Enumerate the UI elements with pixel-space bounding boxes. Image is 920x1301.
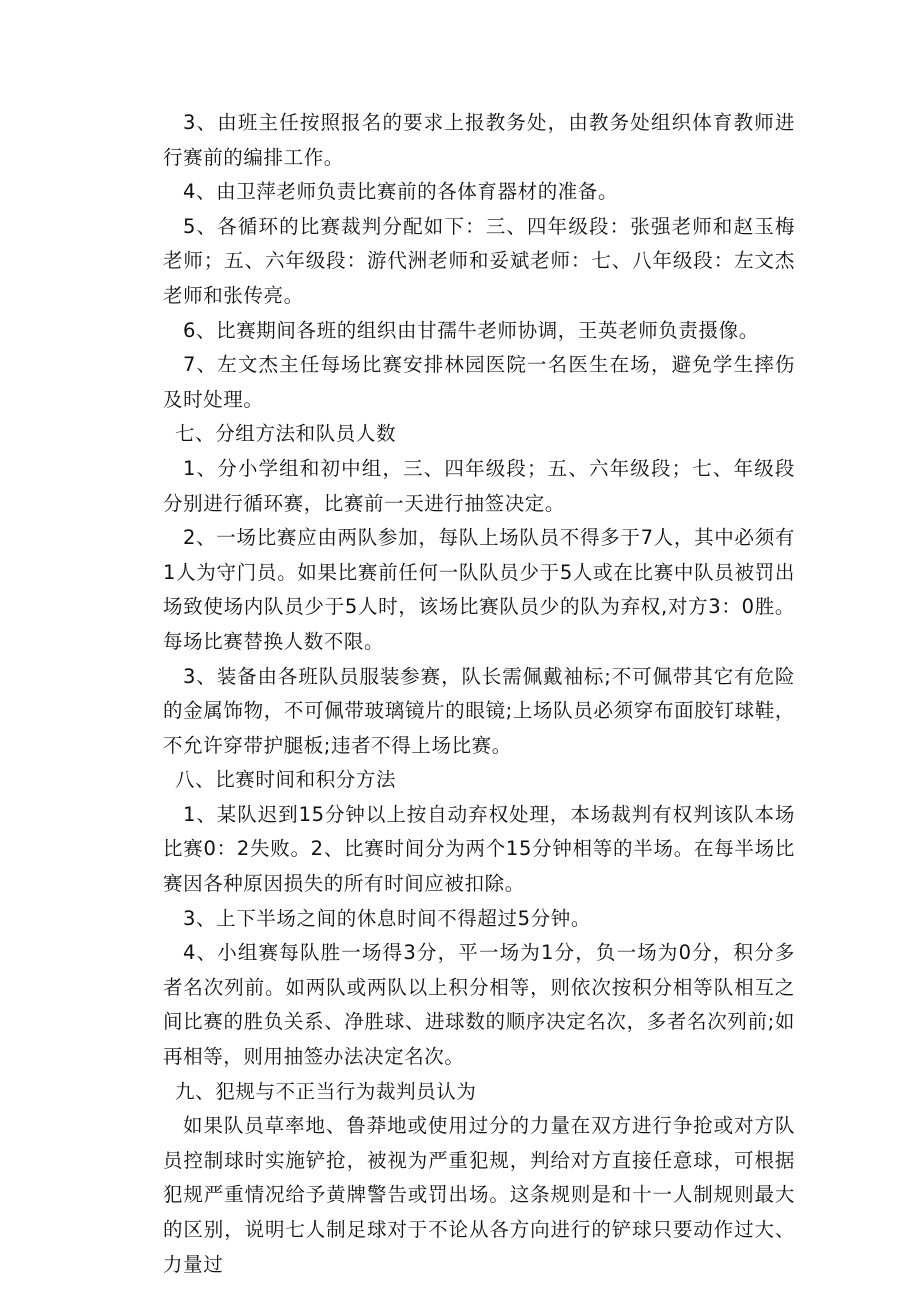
paragraph-referees: 5、各循环的比赛裁判分配如下：三、四年级段：张强老师和赵玉梅老师；五、六年级段：游代洲老师和妥斌老师：七、八年级段：左文杰老师和张传亮。 (163, 214, 795, 307)
paragraph-fouls: 如果队员草率地、鲁莽地或使用过分的力量在双方进行争抢或对方队员控制球时实施铲抢，被视为严重犯规，判给对方直接任意球，可根据犯规严重情况给予黄牌警告或罚出场。这条规则是和十一人制规则最大的区别，说明七人制足球对于不论从各方向进行的铲球只要动作过大、力量过 (163, 1114, 795, 1276)
paragraph-halftime: 3、上下半场之间的休息时间不得超过5分钟。 (183, 906, 591, 930)
paragraph-equipment: 4、由卫萍老师负责比赛前的各体育器材的准备。 (183, 180, 619, 204)
document-page (163, 106, 795, 1282)
section-heading-timing: 八、比赛时间和积分方法 (175, 768, 397, 792)
paragraph-groups: 1、分小学组和初中组，三、四年级段；五、六年级段；七、年级段分别进行循环赛，比赛前一天进行抽签决定。 (163, 456, 795, 515)
paragraph-medical: 7、左文杰主任每场比赛安排林园医院一名医生在场，避免学生摔伤及时处理。 (163, 353, 795, 411)
paragraph-organization: 6、比赛期间各班的组织由甘孺牛老师协调，王英老师负责摄像。 (183, 318, 759, 342)
paragraph-gear: 3、装备由各班队员服装参赛，队长需佩戴袖标;不可佩带其它有危险的金属饰物，不可佩带玻璃镜片的眼镜;上场队员必须穿布面胶钉球鞋，不允许穿带护腿板;违者不得上场比赛。 (163, 664, 795, 757)
paragraph-registration: 3、由班主任按照报名的要求上报教务处，由教务处组织体育教师进行赛前的编排工作。 (163, 111, 795, 169)
section-heading-fouls: 九、犯规与不正当行为裁判员认为 (175, 1079, 477, 1103)
section-heading-grouping: 七、分组方法和队员人数 (175, 422, 397, 446)
paragraph-scoring: 4、小组赛每队胜一场得3分，平一场为1分，负一场为0分，积分多者名次列前。如两队或两队以上积分相等，则依次按积分相等队相互之间比赛的胜负关系、净胜球、进球数的顺序决定名次，多者名次列前;如再相等，则用抽签办法决定名次。 (163, 941, 795, 1069)
paragraph-late-forfeit: 1、某队迟到15分钟以上按自动弃权处理，本场裁判有权判该队本场比赛0：2失败。2、比赛时间分为两个15分钟相等的半场。在每半场比赛因各种原因损失的所有时间应被扣除。 (163, 802, 795, 896)
paragraph-team-size: 2、一场比赛应由两队参加，每队上场队员不得多于7人，其中必须有1人为守门员。如果比赛前任何一队队员少于5人或在比赛中队员被罚出场致使场内队员少于5人时，该场比赛队员少的队为弃权,对方3：0胜。每场比赛替换人数不限。 (163, 526, 795, 653)
